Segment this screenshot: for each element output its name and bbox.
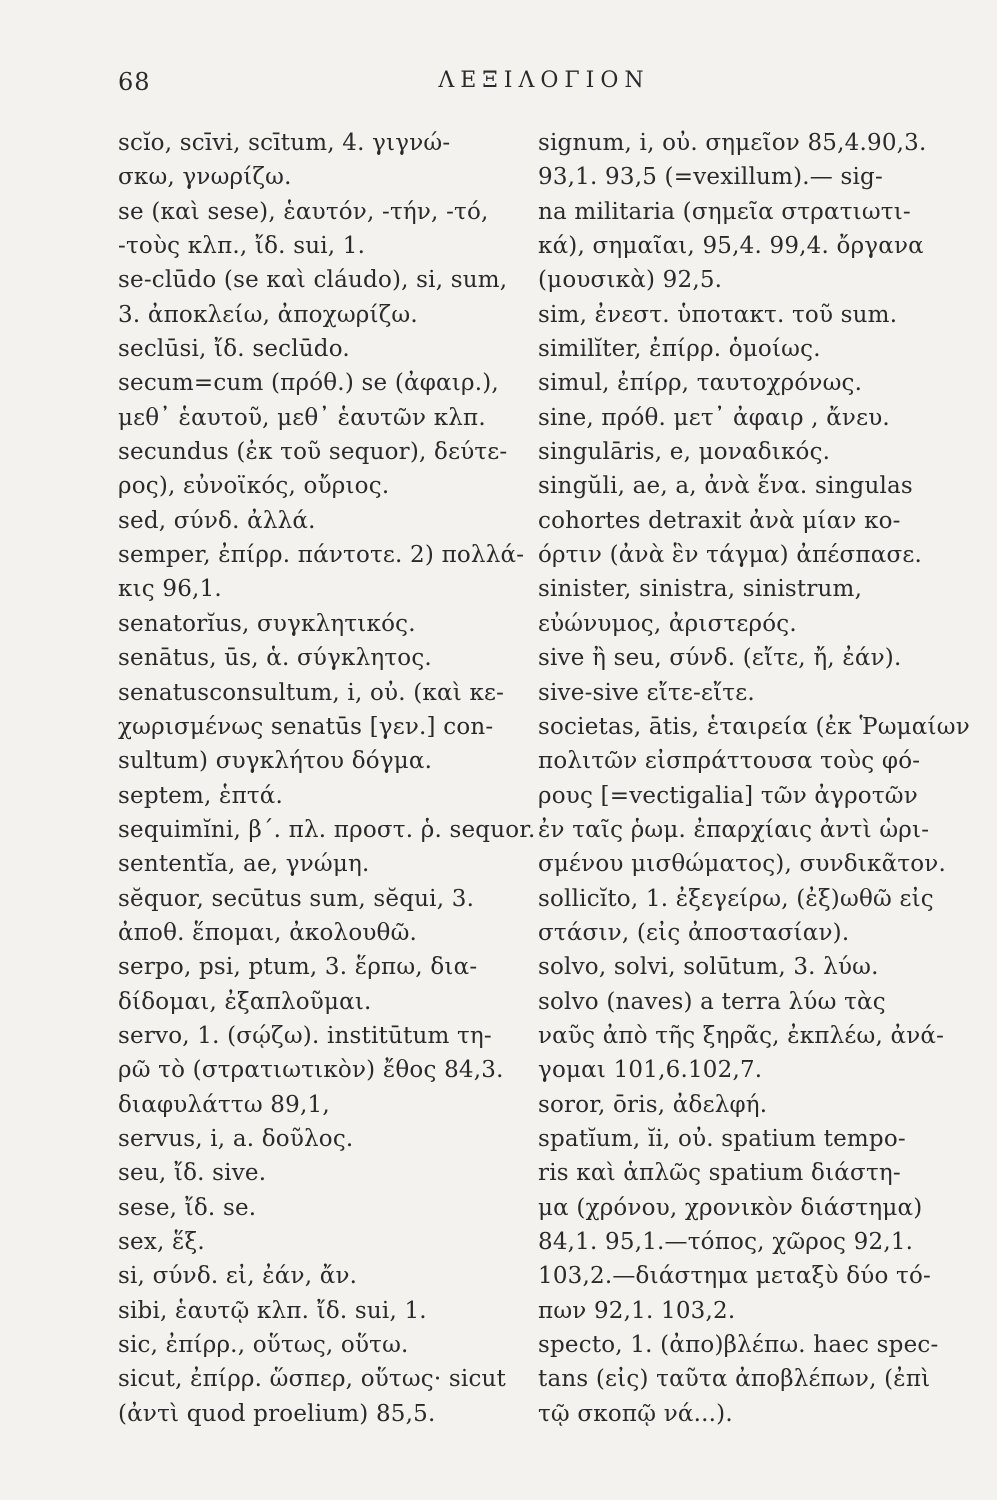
entry-line: sicut, ἐπίρρ. ὥσπερ, οὕτως· sicut xyxy=(118,1366,506,1393)
entry-line: sed, σύνδ. ἀλλά. xyxy=(118,507,316,534)
entry-line: senātus, ūs, ἁ. σύγκλητος. xyxy=(118,645,432,672)
entry-line: sibi, ἑαυτῷ κλπ. ἴδ. sui, 1. xyxy=(118,1297,427,1324)
dictionary-entry xyxy=(118,1259,518,1293)
entry-line: secundus (ἐκ τοῦ sequor), δεύτε- xyxy=(118,439,508,466)
page-number: 68 xyxy=(118,68,151,96)
dictionary-entry xyxy=(118,538,525,607)
dictionary-entry xyxy=(118,332,518,366)
dictionary-entry xyxy=(538,298,938,332)
entry-line: senatorĭus, συγκλητικός. xyxy=(118,610,416,637)
entry-line: sex, ἕξ. xyxy=(118,1229,205,1255)
dictionary-entry xyxy=(538,401,938,435)
dictionary-entry xyxy=(538,882,938,951)
entry-line: 84,1. 95,1.—τόπος, χῶρος 92,1. xyxy=(538,1229,914,1255)
running-title: ΛΕΞΙΛΟΓΙΟΝ xyxy=(438,68,650,93)
dictionary-entry xyxy=(538,126,938,298)
entry-line: ρος), εὐνοϊκός, οὔριος. xyxy=(118,473,390,500)
entry-line: ris καὶ ἁπλῶς spatium διάστη- xyxy=(538,1160,901,1187)
dictionary-entry xyxy=(118,1225,518,1259)
entry-line: όρτιν (ἀνὰ ἓν τάγμα) ἀπέσπασε. xyxy=(538,542,922,569)
dictionary-entry xyxy=(538,985,945,1088)
entry-line: se (καὶ sese), ἑαυτόν, -τήν, -τό, xyxy=(118,198,489,225)
entry-line: εὐώνυμος, ἀριστερός. xyxy=(538,610,797,637)
entry-line: cohortes detraxit ἀνὰ μίαν κο- xyxy=(538,507,901,534)
entry-line: sinister, sinistra, sinistrum, xyxy=(538,576,863,603)
entry-line: sic, ἐπίρρ., οὕτως, οὕτω. xyxy=(118,1332,409,1359)
right-column xyxy=(538,126,970,1427)
entry-line: (ἀντὶ quod proelium) 85,5. xyxy=(118,1400,436,1427)
entry-line: specto, 1. (ἀπο)βλέπω. haec spec- xyxy=(538,1332,939,1359)
dictionary-entry xyxy=(118,366,518,435)
dictionary-entry xyxy=(538,332,938,366)
entry-line: sequimĭni, β΄. πλ. προστ. ῥ. sequor. xyxy=(118,816,536,843)
dictionary-entry xyxy=(118,1019,518,1122)
entry-line: seu, ἴδ. sive. xyxy=(118,1160,267,1187)
entry-line: senatusconsultum, i, οὐ. (καὶ κε- xyxy=(118,679,505,706)
dictionary-entry xyxy=(118,950,518,1019)
dictionary-entry xyxy=(118,1328,518,1362)
dictionary-entry xyxy=(538,710,970,882)
entry-line: sive ἢ seu, σύνδ. (εἴτε, ἤ, ἐάν). xyxy=(538,645,902,672)
dictionary-entry xyxy=(118,195,518,264)
dictionary-entry xyxy=(118,607,518,641)
entry-line: δίδομαι, ἐξαπλοῦμαι. xyxy=(118,988,372,1015)
dictionary-entry xyxy=(538,1122,938,1328)
entry-line: στάσιν, (εἰς ἀποστασίαν). xyxy=(538,919,850,946)
entry-line: πολιτῶν εἰσπράττουσα τοὺς φό- xyxy=(538,748,921,775)
entry-line: singŭli, ae, a, ἀνὰ ἕνα. singulas xyxy=(538,473,913,500)
entry-line: ἀποθ. ἕπομαι, ἀκολουθῶ. xyxy=(118,919,418,946)
entry-line: ναῦς ἀπὸ τῆς ξηρᾶς, ἐκπλέω, ἀνά- xyxy=(538,1022,945,1049)
entry-line: sive-sive εἴτε-εἴτε. xyxy=(538,679,755,706)
dictionary-entry xyxy=(118,263,518,332)
entry-line: ἐν ταῖς ῥωμ. ἐπαρχίαις ἀντὶ ὡρι- xyxy=(538,816,930,843)
entry-line: na militaria (σημεῖα στρατιωτι- xyxy=(538,198,911,225)
entry-line: διαφυλάττω 89,1, xyxy=(118,1091,330,1118)
entry-line: χωρισμένως senatūs [γεν.] con- xyxy=(118,713,494,740)
dictionary-entry xyxy=(538,1088,938,1122)
entry-line: μεθ᾽ ἑαυτοῦ, μεθ᾽ ἑαυτῶν κλπ. xyxy=(118,404,486,431)
entry-line: septem, ἑπτά. xyxy=(118,782,284,809)
entry-line: secum=cum (πρόθ.) se (ἀφαιρ.), xyxy=(118,370,499,397)
entry-line: sententĭa, ae, γνώμη. xyxy=(118,851,370,878)
entry-line: seclūsi, ἴδ. seclūdo. xyxy=(118,336,350,363)
entry-line: spatĭum, ĭi, οὐ. spatium tempo- xyxy=(538,1125,906,1152)
entry-line: si, σύνδ. εἰ, ἐάν, ἄν. xyxy=(118,1263,358,1290)
dictionary-entry xyxy=(538,676,938,710)
entry-line: tans (εἰς) ταῦτα ἀποβλέπων, (ἐπὶ xyxy=(538,1366,931,1393)
dictionary-entry xyxy=(538,366,938,400)
entry-line: scĭo, scīvi, scītum, 4. γιγνώ- xyxy=(118,130,451,156)
entry-line: σμένου μισθώματος), συνδικᾶτον. xyxy=(538,851,946,878)
dictionary-entry xyxy=(118,813,536,847)
dictionary-entry xyxy=(118,1122,518,1156)
dictionary-entry xyxy=(118,435,518,504)
dictionary-entry xyxy=(538,1328,938,1431)
entry-line: simul, ἐπίρρ, ταυτοχρόνως. xyxy=(538,370,863,397)
entry-line: -τοὺς κλπ., ἴδ. sui, 1. xyxy=(118,233,366,260)
entry-line: similĭter, ἐπίρρ. ὁμοίως. xyxy=(538,336,821,363)
entry-line: solvo (naves) a terra λύω τὰς xyxy=(538,988,886,1015)
entry-line: 103,2.—διάστημα μεταξὺ δύο τό- xyxy=(538,1263,931,1290)
dictionary-entry xyxy=(538,435,938,469)
entry-line: ρῶ τὸ (στρατιωτικὸν) ἔθος 84,3. xyxy=(118,1057,504,1084)
entry-line: soror, ōris, ἀδελφή. xyxy=(538,1091,768,1118)
dictionary-entry xyxy=(538,469,938,572)
entry-line: servo, 1. (σῴζω). institūtum τη- xyxy=(118,1022,492,1049)
dictionary-entry xyxy=(538,572,938,641)
dictionary-entry xyxy=(538,950,938,984)
page-header xyxy=(118,68,930,98)
entry-line: se-clūdo (se καὶ cláudo), si, sum, xyxy=(118,267,508,294)
dictionary-entry xyxy=(118,1156,518,1190)
dictionary-entry xyxy=(118,504,518,538)
dictionary-entry xyxy=(118,1191,518,1225)
entry-line: sim, ἐνεστ. ὑποτακτ. τοῦ sum. xyxy=(538,301,898,328)
left-column xyxy=(118,126,536,1427)
entry-line: τῷ σκοπῷ νά...). xyxy=(538,1400,733,1427)
dictionary-entry xyxy=(118,126,518,195)
dictionary-entry xyxy=(118,779,518,813)
entry-line: sine, πρόθ. μετ᾽ ἀφαιρ , ἄνευ. xyxy=(538,404,890,431)
entry-line: sĕquor, secūtus sum, sĕqui, 3. xyxy=(118,885,475,912)
entry-line: solvo, solvi, solūtum, 3. λύω. xyxy=(538,954,879,981)
dictionary-entry xyxy=(118,676,518,779)
dictionary-entry xyxy=(118,1362,518,1431)
entry-line: singulāris, e, μοναδικός. xyxy=(538,439,831,466)
entry-line: 3. ἀποκλείω, ἀποχωρίζω. xyxy=(118,301,418,328)
entry-line: κις 96,1. xyxy=(118,576,222,603)
entry-line: sollicĭto, 1. ἐξεγείρω, (ἐξ)ωθῶ εἰς xyxy=(538,885,934,912)
entry-line: σκω, γνωρίζω. xyxy=(118,164,292,191)
entry-line: πων 92,1. 103,2. xyxy=(538,1297,736,1324)
entry-line: societas, ātis, ἑταιρεία (ἐκ Ῥωμαίων xyxy=(538,713,970,740)
entry-line: 93,1. 93,5 (=vexillum).— sig- xyxy=(538,164,883,191)
entry-line: sese, ἴδ. se. xyxy=(118,1194,257,1221)
dictionary-entry xyxy=(118,847,518,881)
dictionary-entry xyxy=(118,641,518,675)
dictionary-entry xyxy=(118,882,518,951)
entry-line: signum, i, οὐ. σημεῖον 85,4.90,3. xyxy=(538,130,927,156)
dictionary-entry xyxy=(538,641,938,675)
entry-line: (μουσικὰ) 92,5. xyxy=(538,267,723,294)
entry-line: semper, ἐπίρρ. πάντοτε. 2) πολλά- xyxy=(118,542,525,569)
entry-line: sultum) συγκλήτου δόγμα. xyxy=(118,748,433,775)
entry-line: ρους [=vectigalia] τῶν ἀγροτῶν xyxy=(538,782,918,809)
entry-line: μα (χρόνου, χρονικὸν διάστημα) xyxy=(538,1194,923,1221)
entry-line: κά), σημαῖαι, 95,4. 99,4. ὄργανα xyxy=(538,233,924,260)
dictionary-entry xyxy=(118,1294,518,1328)
entry-line: serpo, psi, ptum, 3. ἕρπω, δια- xyxy=(118,954,478,981)
entry-line: servus, i, a. δοῦλος. xyxy=(118,1125,354,1152)
entry-line: γομαι 101,6.102,7. xyxy=(538,1057,763,1084)
